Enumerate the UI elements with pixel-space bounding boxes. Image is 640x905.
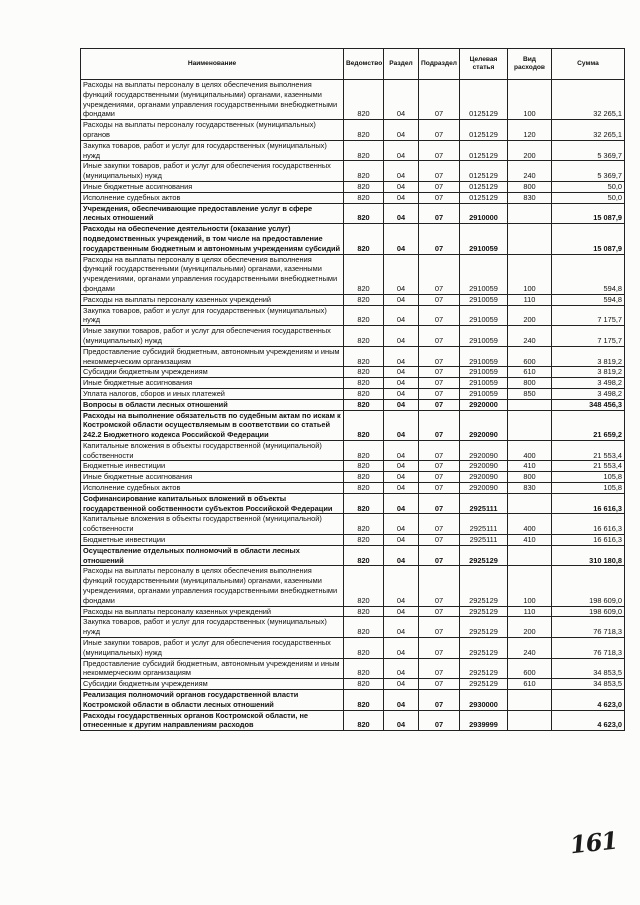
row-name-cell: Закупка товаров, работ и услуг для государственных (муниципальных) нужд (81, 617, 344, 638)
row-name-cell: Реализация полномочий органов государственной власти Костромской области в области лесных отношений (81, 690, 344, 711)
row-exp-type-cell (508, 203, 552, 224)
row-dept-cell: 820 (344, 638, 384, 659)
row-dept-cell: 820 (344, 399, 384, 410)
table-row (81, 140, 625, 161)
row-exp-type-cell: 120 (508, 120, 552, 141)
row-target-cell: 2910059 (460, 388, 508, 399)
table-row (81, 388, 625, 399)
row-dept-cell: 820 (344, 140, 384, 161)
table-row (81, 326, 625, 347)
row-dept-cell: 820 (344, 493, 384, 514)
row-section-cell: 04 (384, 192, 419, 203)
table-row (81, 440, 625, 461)
row-sum-cell: 310 180,8 (552, 545, 625, 566)
row-subsection-cell: 07 (419, 710, 460, 731)
row-dept-cell: 820 (344, 203, 384, 224)
row-sum-cell: 21 659,2 (552, 410, 625, 440)
row-section-cell: 04 (384, 80, 419, 120)
row-section-cell: 04 (384, 710, 419, 731)
row-exp-type-cell (508, 399, 552, 410)
row-exp-type-cell: 410 (508, 461, 552, 472)
table-row (81, 80, 625, 120)
table-row (81, 378, 625, 389)
table-row (81, 254, 625, 294)
row-exp-type-cell: 240 (508, 638, 552, 659)
row-sum-cell: 76 718,3 (552, 617, 625, 638)
row-sum-cell: 3 819,2 (552, 346, 625, 367)
row-subsection-cell: 07 (419, 399, 460, 410)
row-sum-cell: 594,8 (552, 254, 625, 294)
row-exp-type-cell: 830 (508, 483, 552, 494)
row-exp-type-cell (508, 690, 552, 711)
row-dept-cell: 820 (344, 566, 384, 606)
row-dept-cell: 820 (344, 535, 384, 546)
row-target-cell: 2920090 (460, 440, 508, 461)
row-exp-type-cell (508, 410, 552, 440)
row-section-cell: 04 (384, 161, 419, 182)
row-dept-cell: 820 (344, 606, 384, 617)
row-exp-type-cell: 610 (508, 679, 552, 690)
row-section-cell: 04 (384, 638, 419, 659)
row-target-cell: 2920000 (460, 399, 508, 410)
row-dept-cell: 820 (344, 254, 384, 294)
header-section: Раздел (384, 49, 419, 80)
table-row (81, 410, 625, 440)
row-subsection-cell: 07 (419, 606, 460, 617)
row-sum-cell: 4 623,0 (552, 710, 625, 731)
row-dept-cell: 820 (344, 440, 384, 461)
row-name-cell: Софинансирование капитальных вложений в объекты государственной собственности субъектов Российской Федерации (81, 493, 344, 514)
row-subsection-cell: 07 (419, 545, 460, 566)
table-row (81, 399, 625, 410)
row-subsection-cell: 07 (419, 181, 460, 192)
row-sum-cell: 5 369,7 (552, 161, 625, 182)
row-name-cell: Закупка товаров, работ и услуг для государственных (муниципальных) нужд (81, 140, 344, 161)
row-sum-cell: 34 853,5 (552, 658, 625, 679)
row-section-cell: 04 (384, 181, 419, 192)
row-subsection-cell: 07 (419, 367, 460, 378)
table-row (81, 514, 625, 535)
row-exp-type-cell: 410 (508, 535, 552, 546)
row-name-cell: Расходы на выплаты персоналу казенных учреждений (81, 294, 344, 305)
row-target-cell: 2910059 (460, 326, 508, 347)
page-number: 161 (568, 825, 619, 860)
row-name-cell: Субсидии бюджетным учреждениям (81, 367, 344, 378)
row-section-cell: 04 (384, 679, 419, 690)
row-target-cell: 0125129 (460, 120, 508, 141)
row-sum-cell: 7 175,7 (552, 305, 625, 326)
row-subsection-cell: 07 (419, 192, 460, 203)
row-name-cell: Расходы на обеспечение деятельности (оказание услуг) подведомственных учреждений, в том числе на предоставление государственным бюджетным и автономным учреждениям субсидий (81, 224, 344, 254)
row-section-cell: 04 (384, 399, 419, 410)
row-subsection-cell: 07 (419, 378, 460, 389)
row-subsection-cell: 07 (419, 472, 460, 483)
row-section-cell: 04 (384, 120, 419, 141)
row-exp-type-cell: 600 (508, 346, 552, 367)
row-exp-type-cell: 800 (508, 472, 552, 483)
row-target-cell: 2925129 (460, 638, 508, 659)
row-sum-cell: 21 553,4 (552, 461, 625, 472)
row-sum-cell: 105,8 (552, 483, 625, 494)
row-dept-cell: 820 (344, 80, 384, 120)
row-sum-cell: 5 369,7 (552, 140, 625, 161)
row-subsection-cell: 07 (419, 203, 460, 224)
header-sum: Сумма (552, 49, 625, 80)
row-name-cell: Уплата налогов, сборов и иных платежей (81, 388, 344, 399)
row-subsection-cell: 07 (419, 294, 460, 305)
row-exp-type-cell: 100 (508, 80, 552, 120)
row-dept-cell: 820 (344, 514, 384, 535)
row-section-cell: 04 (384, 410, 419, 440)
row-dept-cell: 820 (344, 690, 384, 711)
row-dept-cell: 820 (344, 710, 384, 731)
table-row (81, 461, 625, 472)
row-dept-cell: 820 (344, 483, 384, 494)
table-row (81, 638, 625, 659)
table-row (81, 679, 625, 690)
row-target-cell: 2925111 (460, 514, 508, 535)
row-section-cell: 04 (384, 493, 419, 514)
header-dept: Ведомство (344, 49, 384, 80)
row-name-cell: Иные закупки товаров, работ и услуг для обеспечения государственных (муниципальных) нужд (81, 326, 344, 347)
row-name-cell: Вопросы в области лесных отношений (81, 399, 344, 410)
row-subsection-cell: 07 (419, 224, 460, 254)
row-name-cell: Иные закупки товаров, работ и услуг для обеспечения государственных (муниципальных) нужд (81, 638, 344, 659)
row-section-cell: 04 (384, 224, 419, 254)
row-section-cell: 04 (384, 461, 419, 472)
row-subsection-cell: 07 (419, 305, 460, 326)
row-target-cell: 2910059 (460, 224, 508, 254)
row-exp-type-cell: 110 (508, 294, 552, 305)
row-name-cell: Расходы на выполнение обязательств по судебным актам по искам к Костромской области осуществляемым в соответствии со статьей 242.2 Бюджетного кодекса Российской Федерации (81, 410, 344, 440)
row-dept-cell: 820 (344, 346, 384, 367)
row-section-cell: 04 (384, 658, 419, 679)
row-target-cell: 2910059 (460, 254, 508, 294)
row-dept-cell: 820 (344, 326, 384, 347)
row-section-cell: 04 (384, 378, 419, 389)
table-row (81, 305, 625, 326)
row-target-cell: 0125129 (460, 181, 508, 192)
table-row (81, 658, 625, 679)
row-name-cell: Учреждения, обеспечивающие предоставление услуг в сфере лесных отношений (81, 203, 344, 224)
row-sum-cell: 50,0 (552, 192, 625, 203)
row-sum-cell: 594,8 (552, 294, 625, 305)
row-dept-cell: 820 (344, 472, 384, 483)
row-section-cell: 04 (384, 690, 419, 711)
row-target-cell: 2925129 (460, 606, 508, 617)
row-section-cell: 04 (384, 545, 419, 566)
header-target: Целевая статья (460, 49, 508, 80)
row-subsection-cell: 07 (419, 566, 460, 606)
row-section-cell: 04 (384, 440, 419, 461)
row-dept-cell: 820 (344, 617, 384, 638)
row-dept-cell: 820 (344, 679, 384, 690)
row-name-cell: Закупка товаров, работ и услуг для государственных (муниципальных) нужд (81, 305, 344, 326)
row-section-cell: 04 (384, 535, 419, 546)
row-target-cell: 2925129 (460, 566, 508, 606)
row-name-cell: Расходы на выплаты персоналу в целях обеспечения выполнения функций государственными (муниципальными) органами, казенными учреждениями, органами управления государственными внебюджетными фондами (81, 254, 344, 294)
row-exp-type-cell (508, 224, 552, 254)
row-name-cell: Субсидии бюджетным учреждениям (81, 679, 344, 690)
row-sum-cell: 15 087,9 (552, 203, 625, 224)
row-target-cell: 2910059 (460, 367, 508, 378)
row-dept-cell: 820 (344, 410, 384, 440)
row-name-cell: Расходы на выплаты персоналу в целях обеспечения выполнения функций государственными (муниципальными) органами, казенными учреждениями, органами управления государственными внебюджетными фондами (81, 80, 344, 120)
row-section-cell: 04 (384, 305, 419, 326)
table-row (81, 224, 625, 254)
row-target-cell: 2925129 (460, 679, 508, 690)
table-row (81, 483, 625, 494)
row-target-cell: 2920090 (460, 483, 508, 494)
row-subsection-cell: 07 (419, 461, 460, 472)
table-row (81, 690, 625, 711)
row-dept-cell: 820 (344, 388, 384, 399)
row-exp-type-cell: 240 (508, 326, 552, 347)
row-exp-type-cell: 830 (508, 192, 552, 203)
row-exp-type-cell: 600 (508, 658, 552, 679)
row-name-cell: Исполнение судебных актов (81, 483, 344, 494)
row-name-cell: Исполнение судебных актов (81, 192, 344, 203)
row-section-cell: 04 (384, 514, 419, 535)
row-target-cell: 0125129 (460, 80, 508, 120)
row-exp-type-cell: 800 (508, 378, 552, 389)
row-name-cell: Осуществление отдельных полномочий в области лесных отношений (81, 545, 344, 566)
row-target-cell: 2925129 (460, 658, 508, 679)
row-subsection-cell: 07 (419, 535, 460, 546)
table-row (81, 367, 625, 378)
table-row (81, 545, 625, 566)
row-target-cell: 2920090 (460, 461, 508, 472)
row-name-cell: Иные закупки товаров, работ и услуг для обеспечения государственных (муниципальных) нужд (81, 161, 344, 182)
row-exp-type-cell: 850 (508, 388, 552, 399)
row-section-cell: 04 (384, 346, 419, 367)
row-subsection-cell: 07 (419, 514, 460, 535)
row-dept-cell: 820 (344, 545, 384, 566)
row-dept-cell: 820 (344, 181, 384, 192)
row-subsection-cell: 07 (419, 346, 460, 367)
row-subsection-cell: 07 (419, 388, 460, 399)
row-sum-cell: 15 087,9 (552, 224, 625, 254)
row-name-cell: Расходы на выплаты персоналу государственных (муниципальных) органов (81, 120, 344, 141)
header-name: Наименование (81, 49, 344, 80)
table-row (81, 566, 625, 606)
row-section-cell: 04 (384, 203, 419, 224)
row-exp-type-cell: 110 (508, 606, 552, 617)
row-exp-type-cell: 100 (508, 254, 552, 294)
row-name-cell: Предоставление субсидий бюджетным, автономным учреждениям и иным некоммерческим организациям (81, 346, 344, 367)
row-target-cell: 2910000 (460, 203, 508, 224)
row-section-cell: 04 (384, 388, 419, 399)
row-dept-cell: 820 (344, 367, 384, 378)
row-exp-type-cell: 100 (508, 566, 552, 606)
header-exp-type: Вид расходов (508, 49, 552, 80)
table-row (81, 535, 625, 546)
row-name-cell: Капитальные вложения в объекты государственной (муниципальной) собственности (81, 440, 344, 461)
table-row (81, 617, 625, 638)
row-subsection-cell: 07 (419, 326, 460, 347)
row-target-cell: 2920090 (460, 410, 508, 440)
row-section-cell: 04 (384, 294, 419, 305)
row-name-cell: Бюджетные инвестиции (81, 461, 344, 472)
row-exp-type-cell: 240 (508, 161, 552, 182)
table-row (81, 606, 625, 617)
row-exp-type-cell: 800 (508, 181, 552, 192)
row-sum-cell: 348 456,3 (552, 399, 625, 410)
row-target-cell: 2925111 (460, 535, 508, 546)
row-target-cell: 2939999 (460, 710, 508, 731)
row-section-cell: 04 (384, 254, 419, 294)
row-target-cell: 0125129 (460, 192, 508, 203)
row-exp-type-cell: 200 (508, 305, 552, 326)
row-subsection-cell: 07 (419, 440, 460, 461)
row-dept-cell: 820 (344, 120, 384, 141)
row-sum-cell: 3 498,2 (552, 378, 625, 389)
row-sum-cell: 3 498,2 (552, 388, 625, 399)
row-exp-type-cell (508, 493, 552, 514)
row-name-cell: Иные бюджетные ассигнования (81, 472, 344, 483)
table-row (81, 346, 625, 367)
row-sum-cell: 76 718,3 (552, 638, 625, 659)
row-section-cell: 04 (384, 140, 419, 161)
row-subsection-cell: 07 (419, 80, 460, 120)
row-subsection-cell: 07 (419, 617, 460, 638)
row-target-cell: 2925129 (460, 617, 508, 638)
row-target-cell: 2930000 (460, 690, 508, 711)
row-name-cell: Бюджетные инвестиции (81, 535, 344, 546)
table-row (81, 710, 625, 731)
row-target-cell: 2925111 (460, 493, 508, 514)
row-name-cell: Расходы на выплаты персоналу в целях обеспечения выполнения функций государственными (муниципальными) органами, казенными учреждениями, органами управления государственными внебюджетными фондами (81, 566, 344, 606)
row-section-cell: 04 (384, 606, 419, 617)
table-row (81, 294, 625, 305)
row-subsection-cell: 07 (419, 638, 460, 659)
row-dept-cell: 820 (344, 192, 384, 203)
row-dept-cell: 820 (344, 658, 384, 679)
row-sum-cell: 3 819,2 (552, 367, 625, 378)
row-sum-cell: 16 616,3 (552, 535, 625, 546)
row-sum-cell: 198 609,0 (552, 606, 625, 617)
row-dept-cell: 820 (344, 461, 384, 472)
table-row (81, 120, 625, 141)
row-exp-type-cell (508, 710, 552, 731)
table-row (81, 192, 625, 203)
row-sum-cell: 32 265,1 (552, 120, 625, 141)
row-exp-type-cell: 200 (508, 140, 552, 161)
budget-table (80, 48, 625, 731)
row-dept-cell: 820 (344, 224, 384, 254)
row-exp-type-cell: 400 (508, 514, 552, 535)
row-name-cell: Иные бюджетные ассигнования (81, 378, 344, 389)
row-dept-cell: 820 (344, 161, 384, 182)
row-target-cell: 2910059 (460, 346, 508, 367)
row-subsection-cell: 07 (419, 161, 460, 182)
row-section-cell: 04 (384, 326, 419, 347)
row-target-cell: 2910059 (460, 294, 508, 305)
row-name-cell: Расходы государственных органов Костромской области, не отнесенные к другим направлениям расходов (81, 710, 344, 731)
row-section-cell: 04 (384, 367, 419, 378)
row-subsection-cell: 07 (419, 658, 460, 679)
row-subsection-cell: 07 (419, 690, 460, 711)
table-row (81, 493, 625, 514)
row-sum-cell: 4 623,0 (552, 690, 625, 711)
row-section-cell: 04 (384, 617, 419, 638)
row-dept-cell: 820 (344, 305, 384, 326)
row-exp-type-cell: 200 (508, 617, 552, 638)
table-row (81, 181, 625, 192)
row-section-cell: 04 (384, 472, 419, 483)
row-dept-cell: 820 (344, 378, 384, 389)
row-name-cell: Иные бюджетные ассигнования (81, 181, 344, 192)
row-section-cell: 04 (384, 566, 419, 606)
row-sum-cell: 21 553,4 (552, 440, 625, 461)
table-row (81, 472, 625, 483)
row-sum-cell: 16 616,3 (552, 514, 625, 535)
row-subsection-cell: 07 (419, 120, 460, 141)
row-target-cell: 2925129 (460, 545, 508, 566)
row-exp-type-cell (508, 545, 552, 566)
row-subsection-cell: 07 (419, 410, 460, 440)
row-subsection-cell: 07 (419, 679, 460, 690)
row-dept-cell: 820 (344, 294, 384, 305)
row-subsection-cell: 07 (419, 493, 460, 514)
row-subsection-cell: 07 (419, 483, 460, 494)
row-sum-cell: 198 609,0 (552, 566, 625, 606)
header-subsection: Подраздел (419, 49, 460, 80)
row-target-cell: 0125129 (460, 140, 508, 161)
row-section-cell: 04 (384, 483, 419, 494)
row-sum-cell: 16 616,3 (552, 493, 625, 514)
row-sum-cell: 7 175,7 (552, 326, 625, 347)
row-sum-cell: 34 853,5 (552, 679, 625, 690)
row-name-cell: Капитальные вложения в объекты государственной (муниципальной) собственности (81, 514, 344, 535)
row-target-cell: 0125129 (460, 161, 508, 182)
row-exp-type-cell: 400 (508, 440, 552, 461)
row-subsection-cell: 07 (419, 140, 460, 161)
row-sum-cell: 50,0 (552, 181, 625, 192)
row-exp-type-cell: 610 (508, 367, 552, 378)
row-target-cell: 2920090 (460, 472, 508, 483)
row-name-cell: Расходы на выплаты персоналу казенных учреждений (81, 606, 344, 617)
row-subsection-cell: 07 (419, 254, 460, 294)
row-target-cell: 2910059 (460, 305, 508, 326)
row-sum-cell: 105,8 (552, 472, 625, 483)
table-row (81, 203, 625, 224)
table-row (81, 161, 625, 182)
table-header-row (81, 49, 625, 80)
row-sum-cell: 32 265,1 (552, 80, 625, 120)
table-body (81, 80, 625, 731)
row-target-cell: 2910059 (460, 378, 508, 389)
row-name-cell: Предоставление субсидий бюджетным, автономным учреждениям и иным некоммерческим организациям (81, 658, 344, 679)
